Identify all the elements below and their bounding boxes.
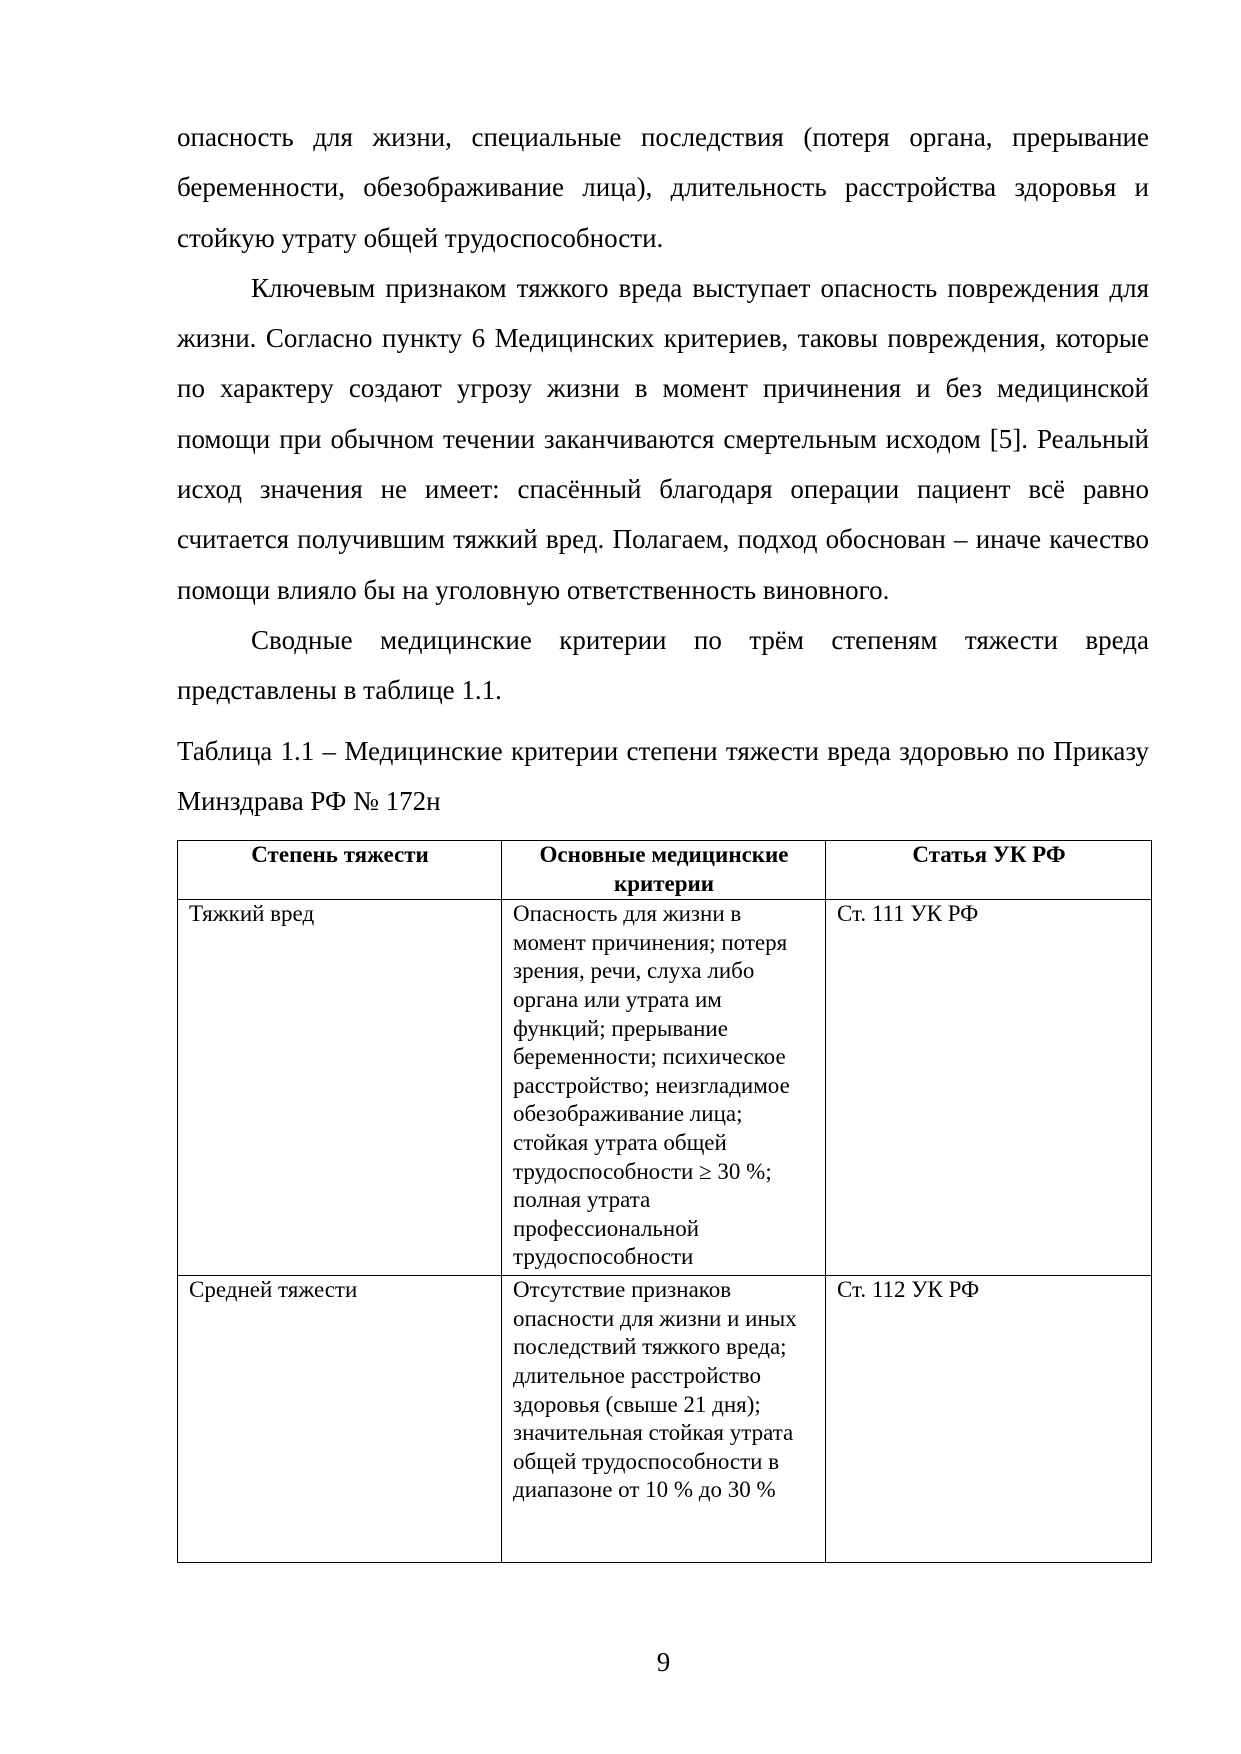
table-row — [178, 900, 1152, 1276]
page-number: 9 — [656, 1647, 671, 1677]
column-header-degree: Степень тяжести — [178, 841, 502, 900]
table-row — [178, 1276, 1152, 1563]
paragraph: Сводные медицинские критерии по трём степеням тяжести вреда представлены в таблице 1.1. — [177, 624, 1149, 706]
cell-criteria: Опасность для жизни в момент причинения; потеря зрения, речи, слуха либо органа или утрата им функций; прерывание беременности; психическое расстройство; неизгладимое обезображивание лица; стойкая утрата общей трудоспособности ≥ 30 %; полная утрата профессиональной трудоспособности — [502, 900, 826, 1276]
table-header-row — [178, 841, 1152, 900]
cell-degree: Средней тяжести — [178, 1276, 502, 1563]
cell-article: Ст. 111 УК РФ — [826, 900, 1152, 1276]
cell-article: Ст. 112 УК РФ — [826, 1276, 1152, 1563]
table-caption: Таблица 1.1 – Медицинские критерии степени тяжести вреда здоровью по Приказу Минздрава РФ № 172н — [177, 735, 1149, 816]
page-content — [177, 112, 1149, 1563]
cell-criteria: Отсутствие признаков опасности для жизни и иных последствий тяжкого вреда; длительное расстройство здоровья (свыше 21 дня); значительная стойкая утрата общей трудоспособности в диапазоне от 10 % до 30 % — [502, 1276, 826, 1563]
paragraph: Ключевым признаком тяжкого вреда выступает опасность повреждения для жизни. Согласно пункту 6 Медицинских критериев, таковы повреждения, которые по характеру создают угрозу жизни в момент причинения и без медицинской помощи при обычном течении заканчиваются смертельным исходом [5]. Реальный исход значения не имеет: спасённый благодаря операции пациент всё равно считается получившим тяжкий вред. Полагаем, подход обоснован – иначе качество помощи влияло бы на уголовную ответственность виновного. — [177, 272, 1149, 605]
cell-degree: Тяжкий вред — [178, 900, 502, 1276]
paragraph: опасность для жизни, специальные последствия (потеря органа, прерывание беременности, обезображивание лица), длительность расстройства здоровья и стойкую утрату общей трудоспособности. — [177, 122, 1149, 253]
column-header-criteria: Основные медицинские критерии — [502, 841, 826, 900]
criteria-table — [177, 840, 1152, 1563]
column-header-article: Статья УК РФ — [826, 841, 1152, 900]
